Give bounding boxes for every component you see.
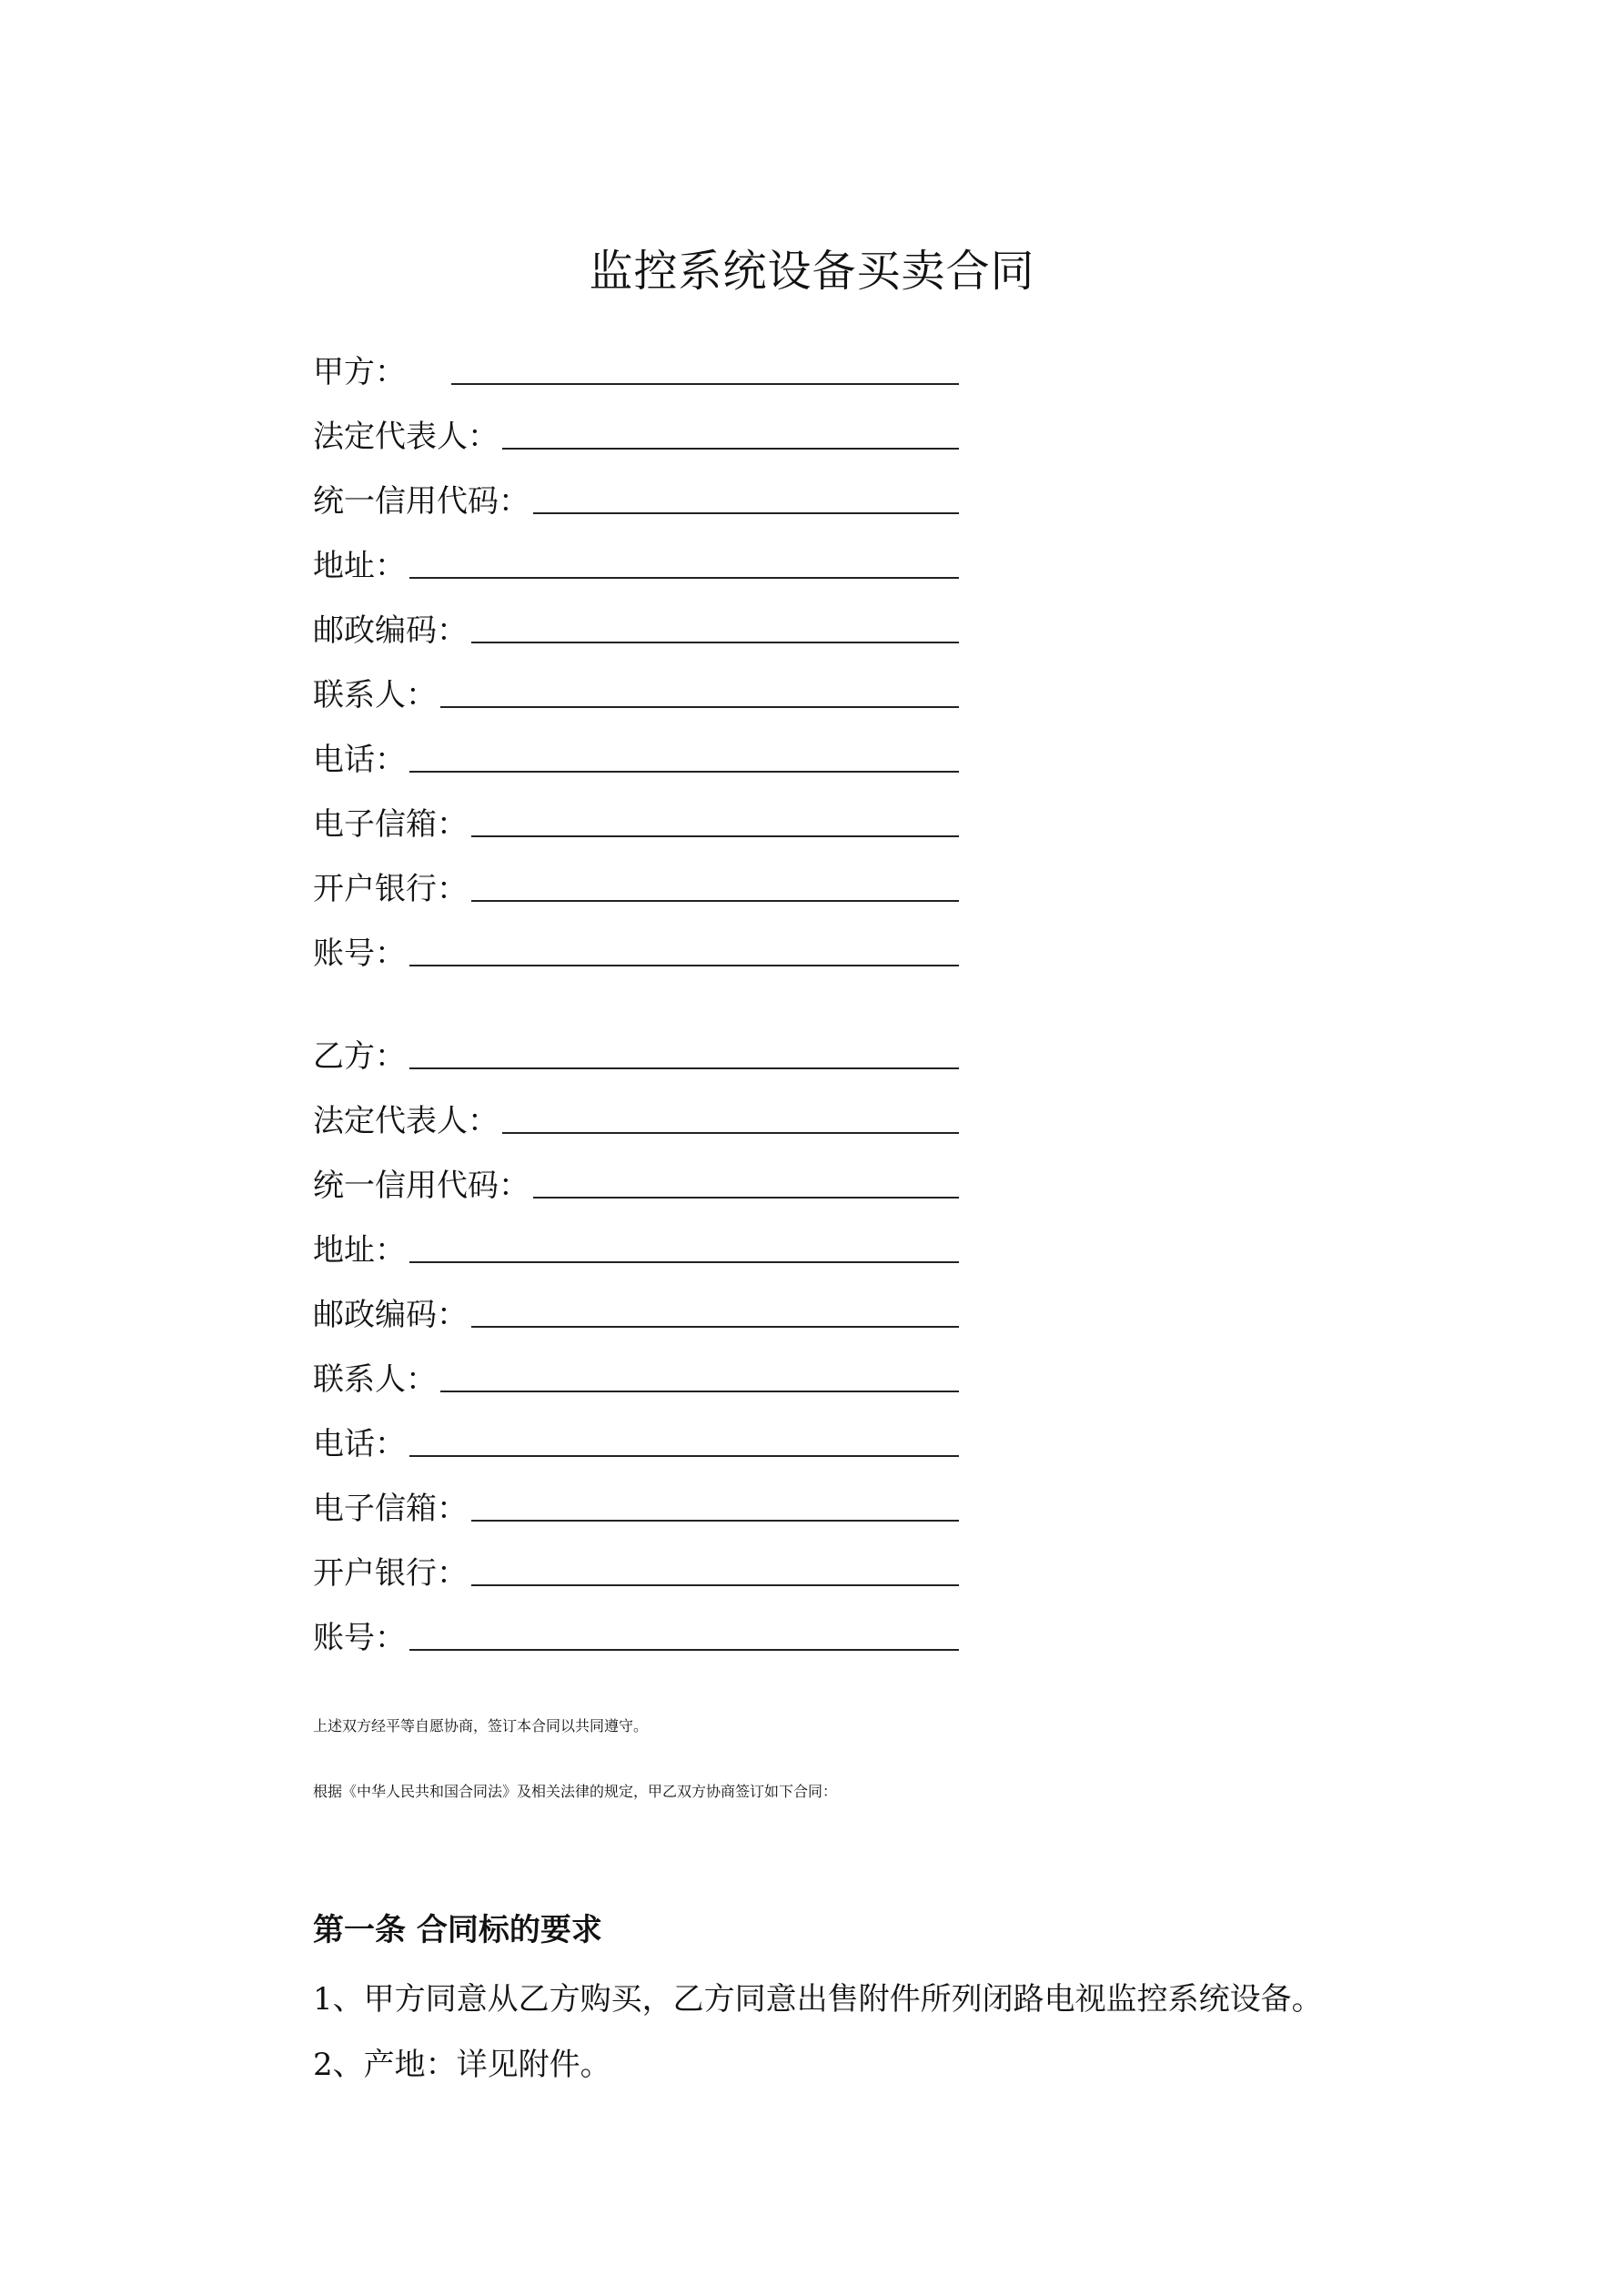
field-email xyxy=(313,782,959,846)
fill-line[interactable] xyxy=(440,1391,959,1392)
field-phone xyxy=(313,1401,959,1466)
field-label: 电子信箱： xyxy=(313,1491,468,1527)
fill-line[interactable] xyxy=(440,706,959,708)
field-party-b-name xyxy=(313,1014,959,1078)
field-phone xyxy=(313,717,959,782)
fill-line[interactable] xyxy=(471,835,959,837)
field-label: 地址： xyxy=(313,548,406,584)
field-label: 邮政编码： xyxy=(313,612,468,649)
field-legal-representative xyxy=(313,394,959,459)
field-label: 联系人： xyxy=(313,1361,437,1398)
field-label: 法定代表人： xyxy=(313,1103,499,1139)
field-label: 地址： xyxy=(313,1232,406,1269)
fill-line[interactable] xyxy=(409,1261,959,1263)
field-postal-code xyxy=(313,588,959,652)
clause-item: 2、产地：详见附件。 xyxy=(313,2047,611,2083)
field-account xyxy=(313,911,959,976)
field-credit-code xyxy=(313,459,959,523)
fill-line[interactable] xyxy=(451,383,959,385)
fill-line[interactable] xyxy=(502,448,959,450)
fill-line[interactable] xyxy=(471,642,959,643)
fill-line[interactable] xyxy=(533,512,959,514)
fill-line[interactable] xyxy=(409,1067,959,1069)
document-title: 监控系统设备买卖合同 xyxy=(589,246,1035,297)
field-credit-code xyxy=(313,1143,959,1208)
fill-line[interactable] xyxy=(471,1326,959,1328)
party-b-block xyxy=(313,1014,959,1660)
fill-line[interactable] xyxy=(471,1520,959,1522)
section-heading: 第一条 合同标的要求 xyxy=(313,1912,602,1948)
field-label: 电子信箱： xyxy=(313,806,468,843)
field-account xyxy=(313,1595,959,1660)
fill-line[interactable] xyxy=(502,1132,959,1134)
field-label: 统一信用代码： xyxy=(313,1168,530,1204)
field-contact xyxy=(313,652,959,717)
field-label: 乙方： xyxy=(313,1038,406,1075)
fill-line[interactable] xyxy=(471,900,959,902)
field-party-a-name xyxy=(313,329,959,394)
fill-line[interactable] xyxy=(471,1584,959,1586)
field-label: 法定代表人： xyxy=(313,419,499,455)
fill-line[interactable] xyxy=(409,1455,959,1457)
field-label: 联系人： xyxy=(313,677,437,713)
fill-line[interactable] xyxy=(409,965,959,966)
field-label: 开户银行： xyxy=(313,1555,468,1592)
field-label: 甲方： xyxy=(313,354,406,390)
field-label: 统一信用代码： xyxy=(313,483,530,520)
clause-item: 1、甲方同意从乙方购买，乙方同意出售附件所列闭路电视监控系统设备。 xyxy=(313,1981,1323,2018)
field-label: 账号： xyxy=(313,1620,406,1656)
field-address xyxy=(313,523,959,588)
party-a-block xyxy=(313,329,959,976)
fill-line[interactable] xyxy=(409,1649,959,1651)
fill-line[interactable] xyxy=(409,577,959,579)
field-label: 电话： xyxy=(313,742,406,778)
paragraph-legal-basis: 根据《中华人民共和国合同法》及相关法律的规定，甲乙双方协商签订如下合同： xyxy=(313,1783,838,1800)
field-address xyxy=(313,1208,959,1272)
paragraph-agreement: 上述双方经平等自愿协商，签订本合同以共同遵守。 xyxy=(313,1717,649,1735)
field-postal-code xyxy=(313,1272,959,1337)
field-bank xyxy=(313,1531,959,1595)
field-legal-representative xyxy=(313,1078,959,1143)
fill-line[interactable] xyxy=(533,1197,959,1199)
field-label: 邮政编码： xyxy=(313,1297,468,1333)
field-label: 电话： xyxy=(313,1426,406,1462)
field-label: 开户银行： xyxy=(313,871,468,907)
field-label: 账号： xyxy=(313,936,406,972)
field-email xyxy=(313,1466,959,1531)
field-contact xyxy=(313,1337,959,1401)
fill-line[interactable] xyxy=(409,771,959,773)
field-bank xyxy=(313,846,959,911)
